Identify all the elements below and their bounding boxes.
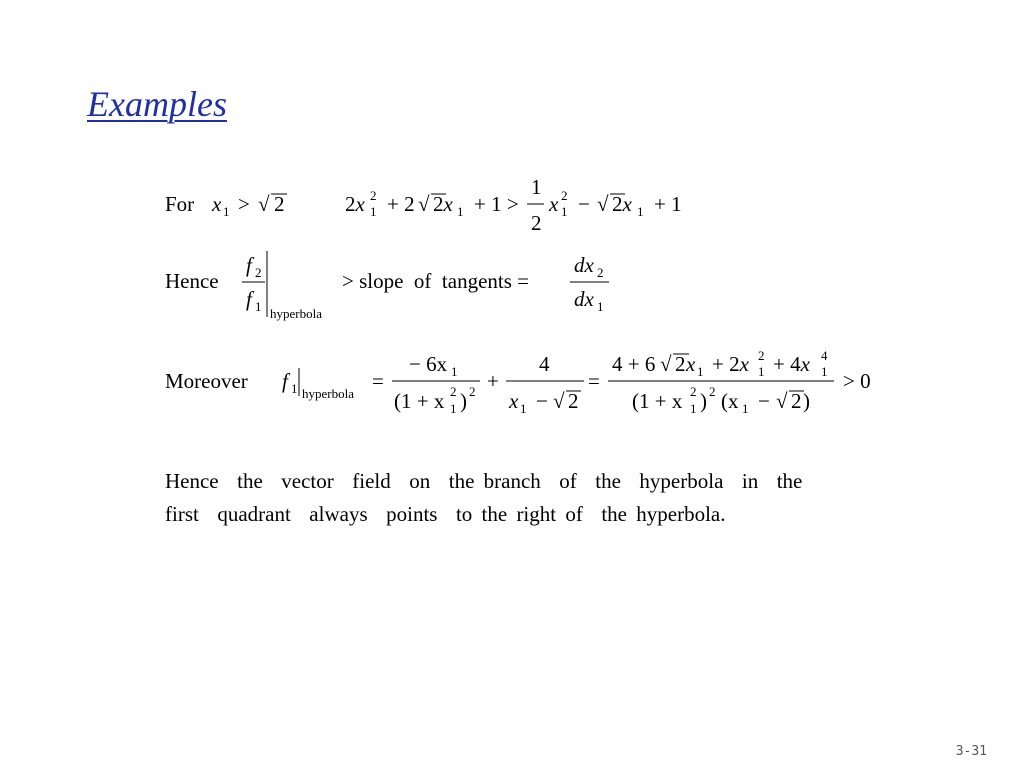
t2-den-sub: 1 [520,401,527,416]
t2-num: 4 [539,352,550,376]
cond-x: x [212,192,222,216]
conclusion-line-1: Hence the vector field on the branch of the hyperbola in the [165,469,803,493]
rhs-den-a: (1 + x [632,389,683,413]
rhs-num-plus: + 2x [712,352,749,376]
lhs-sqrt: √ [418,192,430,216]
for-label: For [165,192,195,216]
cond-radicand: 2 [274,192,285,216]
rhs-minus: − [578,192,590,216]
lhs-2x: 2x [345,192,365,216]
d-den: dx [574,287,594,311]
rhs-num-sqrt: √ [660,352,672,376]
rhs-num-plus2: + 4x [773,352,810,376]
rhs-den-sub2: 1 [742,401,749,416]
f-den-sub: 1 [255,299,262,314]
moreover-label: Moreover [165,369,248,393]
equation-line-3 [160,340,890,420]
rhs-num-x: x [686,352,696,376]
rhs-den-sup: 2 [690,384,697,399]
t1-den-outer-sup: 2 [469,384,476,399]
conclusion-line-2: first quadrant always points to the right of the hyperbola. [165,502,726,526]
rhs-den-sqrt: √ [776,389,788,413]
result: > 0 [843,369,871,393]
t1-num-sub: 1 [451,364,458,379]
lhs-sup: 2 [370,188,377,203]
rhs-num-sup2: 4 [821,348,828,363]
plus: + [487,369,499,393]
hence-label: Hence [165,269,219,293]
rhs-den-sub: 1 [690,401,697,416]
rhs-2x: 2x [612,192,632,216]
t1-den: (1 + x [394,389,445,413]
slide-title: Examples [87,84,227,124]
rhs-sub-b: 1 [637,204,644,219]
d-num-sub: 2 [597,265,604,280]
lhs-sub: 1 [370,204,377,219]
conclusion-paragraph [165,465,845,531]
rhs-den-c: (x [721,389,739,413]
rhs-x: x [549,192,559,216]
rhs-den-radicand: 2 [791,389,802,413]
t1-den-close: ) [460,389,467,413]
rhs-sqrt: √ [597,192,609,216]
f-num-sub: 2 [255,265,262,280]
rhs-den-minus: − [758,389,770,413]
rhs-den-sup2: 2 [709,384,716,399]
rhs-num-sub3: 1 [821,364,828,379]
rhs-den-b: ) [700,389,707,413]
slope-text: > slope of tangents = [342,269,529,293]
f1: f [282,369,288,393]
page-number: 3-31 [955,744,987,759]
lhs-sub-b: 1 [457,204,464,219]
t2-den-sqrt: √ [553,389,565,413]
t2-den-x: x [509,389,519,413]
t2-den-minus: − [536,389,548,413]
f1-sub: 1 [291,381,298,396]
eval-sub: hyperbola [270,306,322,321]
equation-line-2 [160,245,630,325]
t1-num: − 6x [409,352,448,376]
lhs-plus2: + 2 [387,192,415,216]
lhs-plus1: + 1 > [474,192,519,216]
rhs-num-sub: 1 [697,364,704,379]
cond-sqrt: √ [258,192,270,216]
d-den-sub: 1 [597,299,604,314]
eq-2: = [588,369,600,393]
frac-den: 2 [531,211,542,235]
f-den: f [246,287,252,311]
rhs-plus1: + 1 [654,192,682,216]
cond-x-sub: 1 [223,204,230,219]
t1-den-sup: 2 [450,384,457,399]
f-num: f [246,253,252,277]
rhs-den-e: ) [803,389,810,413]
cond-gt: > [238,192,250,216]
rhs-num-sup1: 2 [758,348,765,363]
rhs-num-a: 4 + 6 [612,352,656,376]
t1-den-sub: 1 [450,401,457,416]
rhs-num-sub2: 1 [758,364,765,379]
rhs-sup: 2 [561,188,568,203]
d-num: dx [574,253,594,277]
lhs-2x-b: 2x [433,192,453,216]
rhs-num-radicand: 2 [675,352,686,376]
eval-sub-3: hyperbola [302,386,354,401]
frac-num: 1 [531,175,542,199]
equation-line-1 [160,168,720,240]
t2-den-radicand: 2 [568,389,579,413]
eq-1: = [372,369,384,393]
rhs-sub: 1 [561,204,568,219]
